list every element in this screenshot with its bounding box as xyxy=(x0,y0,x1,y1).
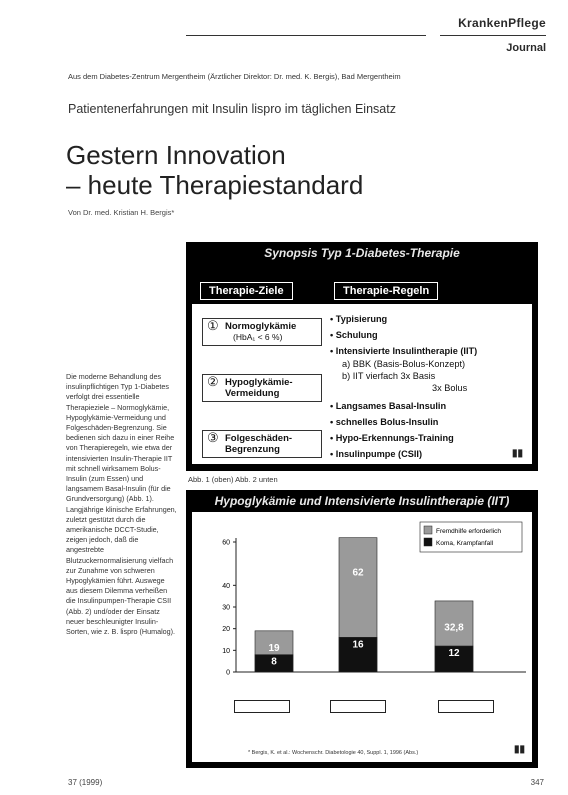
footer-issue: 37 (1999) xyxy=(68,778,103,787)
rules-panel xyxy=(326,304,532,464)
goal-3-label: Folgeschäden- xyxy=(225,433,293,444)
rule-item: • Hypo-Erkennungs-Training xyxy=(330,433,454,443)
legend-swatch xyxy=(424,538,432,546)
data-label: 16 xyxy=(352,639,364,651)
data-label: 8 xyxy=(271,656,277,668)
goal-2-number: ② xyxy=(207,374,219,389)
chart-title: Hypoglykämie und Intensivierte Insulintherapie (IIT) xyxy=(214,494,510,508)
hba-value: HbA₁ 6,4 % xyxy=(438,700,494,713)
y-axis-label: Hypo-Frequenz pro 100 Patientenjahre xyxy=(202,573,217,651)
goal-2-label: Hypoglykämie- xyxy=(225,377,293,388)
goal-2 xyxy=(202,374,322,402)
bars xyxy=(255,538,473,672)
data-label: 32,8 xyxy=(444,622,464,634)
y-tick-label: 10 xyxy=(222,647,230,655)
goal-1-sub: (HbA₁ < 6 %) xyxy=(233,332,283,342)
rule-item: • Insulinpumpe (CSII) xyxy=(330,449,423,459)
goal-3-label2: Begrenzung xyxy=(225,444,280,455)
rule-item: • Langsames Basal-Insulin xyxy=(330,401,447,411)
rule-subitem: a) BBK (Basis-Bolus-Konzept) xyxy=(342,359,466,369)
hba-value: HbA₁ 9,2 % xyxy=(234,700,290,713)
category-label: DCCT – CT (n = 730) Conventionelle Therapie xyxy=(226,682,298,697)
end-mark-icon: ▮▮ xyxy=(514,744,526,755)
category-label: Diabetes-Zentrum Mergentheim Insulinpumpe (CSII; n = 149) xyxy=(422,682,514,697)
data-label: 19 xyxy=(268,643,280,655)
rule-item: • schnelles Bolus-Insulin xyxy=(330,417,439,427)
category-label: DCCT – IIT (n = 711) Intensivierte Insulintherapie xyxy=(317,682,397,697)
conclusion-line-2: Pumpe vermindert Hypoglykämie-Risiko xyxy=(226,730,389,740)
goals-header: Therapie-Ziele xyxy=(200,282,293,300)
goal-2-label2: Vermeidung xyxy=(225,388,280,399)
y-tick-label: 30 xyxy=(222,604,230,612)
synopsis-title: Synopsis Typ 1-Diabetes-Therapie xyxy=(264,246,460,260)
rule-item: • Typisierung xyxy=(330,314,388,324)
title-line-2: – heute Therapiestandard xyxy=(66,170,364,200)
header-rule-left xyxy=(186,35,426,36)
goal-3 xyxy=(202,430,322,458)
rule-item: • Intensivierte Insulintherapie (IIT) xyxy=(330,346,478,356)
legend-label: Fremdhilfe erforderlich xyxy=(436,528,502,535)
title-line-1: Gestern Innovation xyxy=(66,140,286,170)
y-axis-label-wrap xyxy=(200,552,220,672)
goal-1-number: ① xyxy=(207,318,219,333)
conclusion-line-1: Intensivierung steigert Hypoglykämie-Risiko xyxy=(226,720,406,730)
header-rule-right xyxy=(440,35,546,36)
goal-1-label: Normoglykämie xyxy=(225,321,297,332)
end-mark-icon: ▮▮ xyxy=(512,448,524,459)
body-text: Die moderne Behandlung des insulinpflichtigen Typ 1-Diabetes verfolgt drei essentielle Therapieziele – Normoglykämie, Hypoglykämie-Vermeidung und Folgeschäden-Begrenzung. Sie bedienen sich dazu in einer Reihe von Therapieregeln, wie etwa der intensivierten Insulin-Therapie IIT mit schnell wirksamem Bolus-Insulin (zum Essen) und langsamem Basal-Insulin (für die Grundversorgung) (Abb. 1). Langjährige klinische Erfahrungen, zuletzt gestützt durch die amerikanische DCCT-Studie, zeigen jedoch, daß die angestrebte Blutzuckernormalisierung vielfach zur Zunahme von schweren Hypoglykämien führt. Auswege aus diesem Dilemma verheißen die Insulinpumpen-Therapie CSII (Abb. 2) und/oder der Einsatz neuer beschleunigter Insulin-Sorten, wie z. B. lispro (Humalog). xyxy=(66,372,177,637)
brand-name: KrankenPflege xyxy=(458,16,546,30)
rules-header: Therapie-Regeln xyxy=(334,282,438,300)
synopsis-figure xyxy=(186,242,538,471)
legend-swatch xyxy=(424,526,432,534)
hypo-chart-figure xyxy=(186,490,538,768)
y-tick-label: 40 xyxy=(222,582,230,590)
goal-1 xyxy=(202,318,322,346)
author-line: Von Dr. med. Kristian H. Bergis* xyxy=(68,208,175,217)
rule-item: • Schulung xyxy=(330,330,378,340)
y-tick-label: 60 xyxy=(222,539,230,547)
rule-subitem: 3x Bolus xyxy=(432,383,468,393)
figure-caption: Abb. 1 (oben) Abb. 2 unten xyxy=(188,475,278,484)
chart-panel xyxy=(192,512,532,762)
hba-value: HbA₁ 7,3 % xyxy=(330,700,386,713)
journal-label: Journal xyxy=(506,42,546,54)
article-subtitle: Patientenerfahrungen mit Insulin lispro im täglichen Einsatz xyxy=(68,102,396,116)
reference-note: * Bergis, K. et al.: Wochenschr. Diabetologie 40, Suppl. 1, 1996 (Abs.) xyxy=(248,750,419,756)
y-tick-label: 0 xyxy=(226,669,230,677)
legend-box xyxy=(420,522,522,552)
article-title xyxy=(66,140,363,200)
rule-subitem: b) IIT vierfach 3x Basis xyxy=(342,371,436,381)
conclusion-tag: Fazit xyxy=(193,715,218,740)
y-tick-label: 20 xyxy=(222,626,230,634)
goals-panel xyxy=(192,304,332,464)
footer-page: 347 xyxy=(530,778,544,787)
data-label: 62 xyxy=(352,567,364,579)
data-label: 12 xyxy=(448,648,460,659)
legend xyxy=(420,522,522,552)
goal-3-number: ③ xyxy=(207,430,219,445)
legend-label: Koma, Krampfanfall xyxy=(436,540,494,547)
conclusion-text xyxy=(226,720,406,740)
affiliation: Aus dem Diabetes-Zentrum Mergentheim (Ärztlicher Direktor: Dr. med. K. Bergis), Bad Mergentheim xyxy=(68,72,401,81)
